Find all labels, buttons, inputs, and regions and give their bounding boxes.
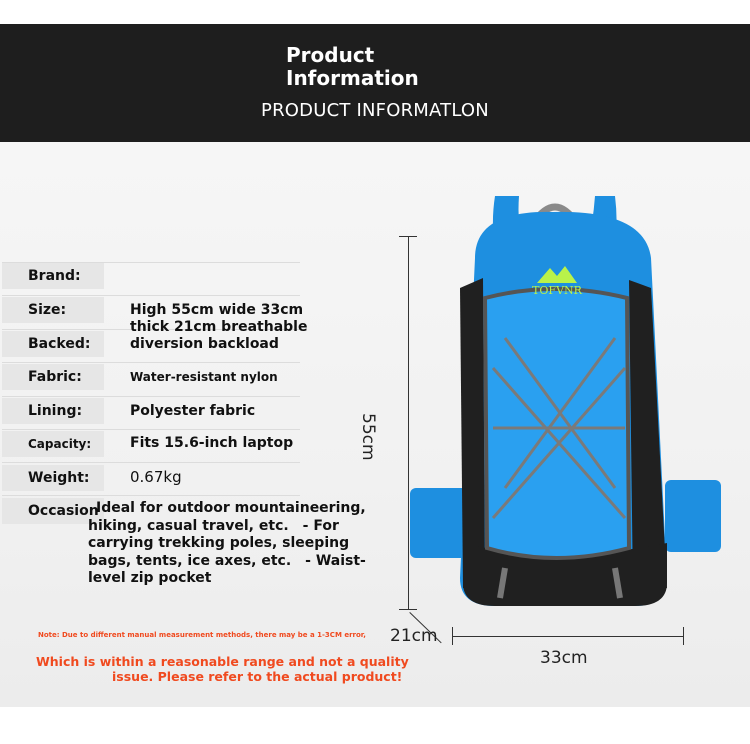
note-line-1: Which is within a reasonable range and not a quality <box>36 654 409 669</box>
spec-label-fabric: Fabric: <box>2 364 104 390</box>
divider <box>2 462 300 463</box>
page-subtitle: PRODUCT INFORMATLON <box>261 100 489 121</box>
spec-label-backed: Backed: <box>2 331 104 357</box>
width-tick-left <box>452 627 453 645</box>
spec-value-lining: Polyester fabric <box>130 403 256 419</box>
spec-value-fabric: Water-resistant nylon <box>130 370 278 384</box>
divider <box>2 429 300 430</box>
width-tick-right <box>683 627 684 645</box>
spec-value-backed: diversion backload <box>130 336 279 352</box>
spec-value-occasion: Ideal for outdoor mountaineering, hiking, casual travel, etc. - For carrying trekking poles, sleeping bags, tents, ice axes, etc. - Waist-level zip pocket <box>88 500 366 586</box>
divider <box>2 495 300 496</box>
brand-logo: TOFVNR <box>532 284 582 297</box>
front-pocket <box>485 289 629 558</box>
spec-label-brand: Brand: <box>2 263 104 289</box>
height-label: 55cm <box>358 413 378 461</box>
side-panel-left <box>460 278 485 588</box>
spec-label-weight: Weight: <box>2 465 104 491</box>
header-banner <box>0 24 750 142</box>
divider <box>2 295 300 296</box>
spec-label-size: Size: <box>2 297 104 323</box>
divider <box>2 362 300 363</box>
depth-label: 21cm <box>390 626 438 646</box>
side-pocket-right <box>665 480 721 552</box>
width-label: 33cm <box>540 648 588 668</box>
backpack-image <box>405 188 735 620</box>
spec-value-size: High 55cm wide 33cm thick 21cm breathable <box>130 302 308 335</box>
page-title: Product Information <box>286 43 419 90</box>
spec-label-capacity: Capacity: <box>2 431 104 457</box>
spec-label-lining: Lining: <box>2 398 104 424</box>
note-line-2: issue. Please refer to the actual product! <box>112 669 403 684</box>
spec-value-weight: 0.67kg <box>130 468 182 486</box>
width-dimension-line <box>452 636 684 637</box>
spec-value-capacity: Fits 15.6-inch laptop <box>130 435 294 451</box>
spec-label-occasion: Occasion <box>2 498 104 524</box>
divider <box>2 396 300 397</box>
note-small: Note: Due to different manual measurement methods, there may be a 1-3CM error, <box>38 631 366 639</box>
